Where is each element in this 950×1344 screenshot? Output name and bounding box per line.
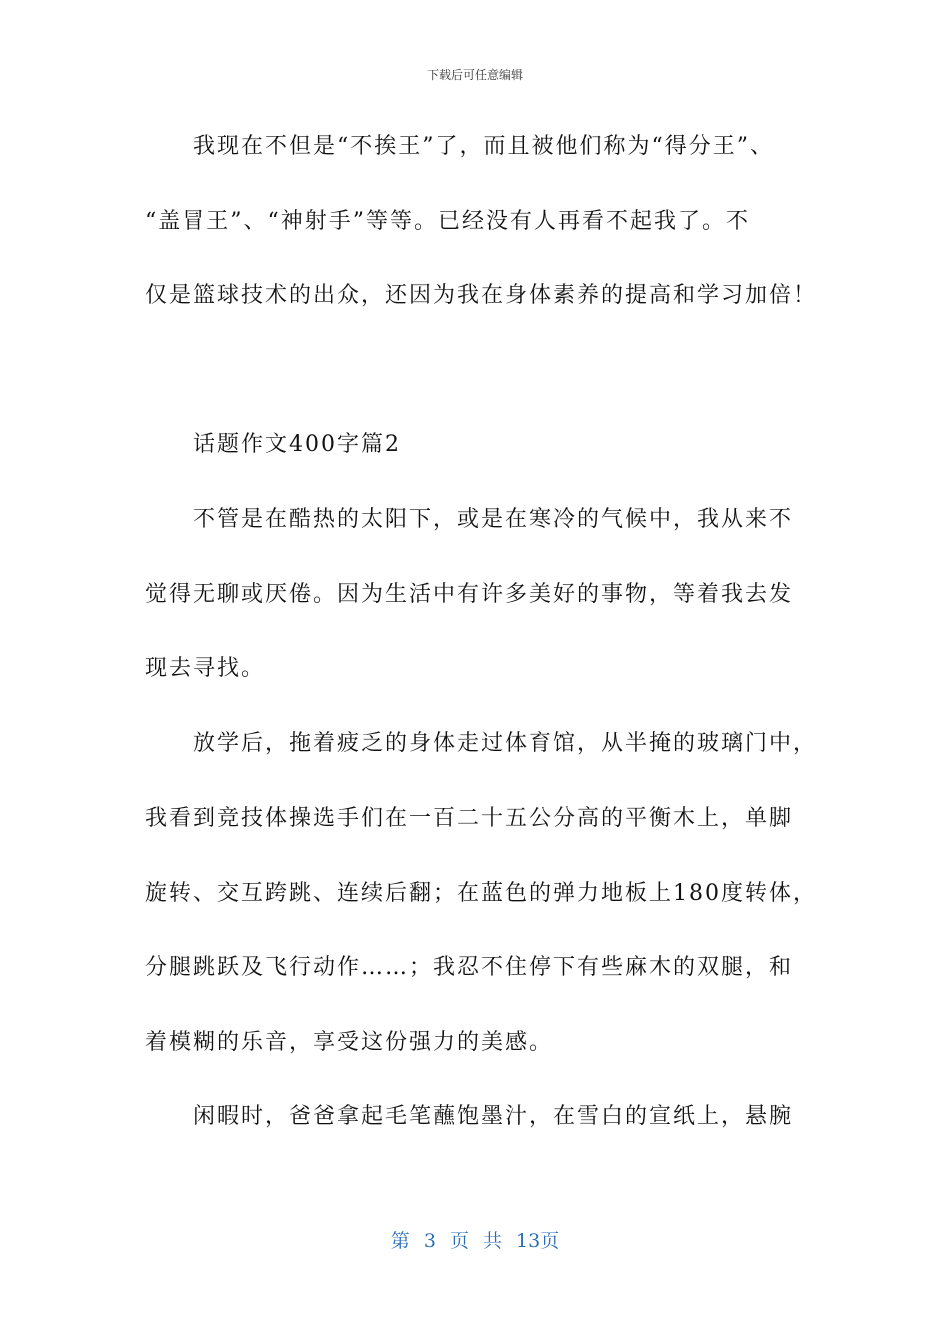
page-footer: 第 3 页 共 13页 [390, 1230, 560, 1252]
paragraph-3-line-2: 我看到竞技体操选手们在一百二十五公分高的平衡木上，单脚 [145, 806, 794, 831]
paragraph-1-line-2: “盖冒王”、“神射手”等等。已经没有人再看不起我了。不 [145, 209, 750, 234]
paragraph-1-line-3: 仅是篮球技术的出众，还因为我在身体素养的提高和学习加倍！ [145, 283, 818, 308]
paragraph-3-line-4: 分腿跳跃及飞行动作……；我忍不住停下有些麻木的双腿，和 [145, 955, 794, 980]
paragraph-1-line-1: 我现在不但是“不挨王”了，而且被他们称为“得分王”、 [193, 134, 774, 159]
paragraph-2-line-1: 不管是在酷热的太阳下，或是在寒冷的气候中，我从来不 [193, 507, 794, 532]
paragraph-2-line-3: 现去寻找。 [145, 656, 266, 681]
paragraph-4-line-1: 闲暇时，爸爸拿起毛笔蘸饱墨汁，在雪白的宣纸上，悬腕 [193, 1104, 794, 1129]
section-heading: 话题作文400字篇2 [193, 432, 401, 457]
paragraph-2-line-2: 觉得无聊或厌倦。因为生活中有许多美好的事物，等着我去发 [145, 582, 794, 607]
paragraph-3-line-5: 着模糊的乐音，享受这份强力的美感。 [145, 1030, 554, 1055]
paragraph-3-line-1: 放学后，拖着疲乏的身体走过体育馆，从半掩的玻璃门中， [193, 731, 818, 756]
page-header: 下载后可任意编辑 [426, 68, 523, 82]
paragraph-3-line-3: 旋转、交互跨跳、连续后翻；在蓝色的弹力地板上180度转体， [145, 881, 817, 906]
